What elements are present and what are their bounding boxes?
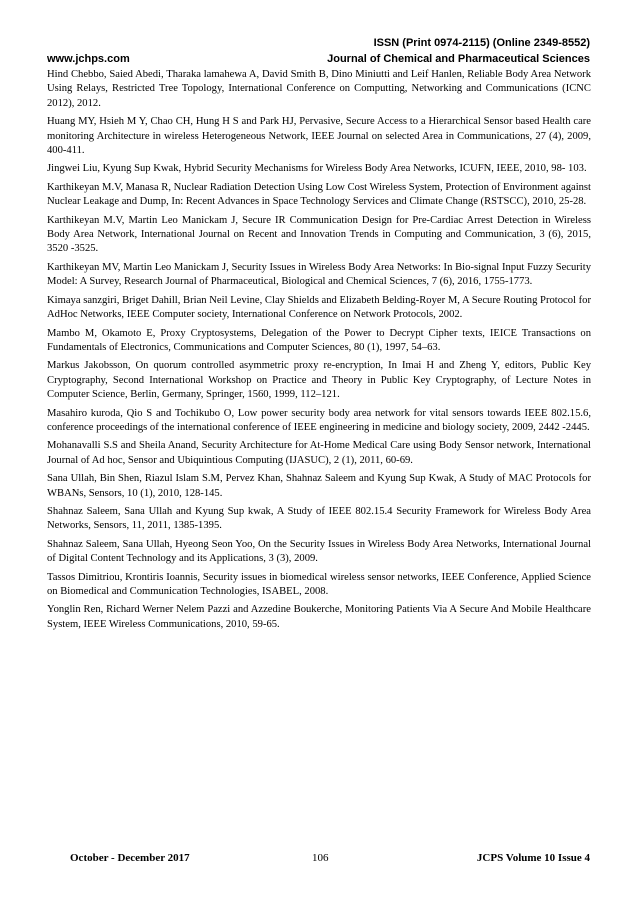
reference-item: Yonglin Ren, Richard Werner Nelem Pazzi and Azzedine Boukerche, Monitoring Patients Via A Secure And Mobile Healthcare System, IEEE Wireless Communications, 2010, 59-65. (47, 604, 591, 630)
reference-item: Masahiro kuroda, Qio S and Tochikubo O, Low power security body area network for vital sensors towards IEEE 802.15.6, conference proceedings of the international conference of IEEE engineering in medicine and biology society, 2009, 2442 -2445. (47, 407, 591, 433)
reference-item: Shahnaz Saleem, Sana Ullah, Hyeong Seon Yoo, On the Security Issues in Wireless Body Area Networks, International Journal of Digital Content Technology and its Applications, 3 (3), 2009. (47, 538, 591, 565)
header-journal-title: Journal of Chemical and Pharmaceutical Sciences (327, 53, 590, 65)
reference-item: Karthikeyan M.V, Manasa R, Nuclear Radiation Detection Using Low Cost Wireless System, Protection of Environment against Nuclear Leakage and Dump, In: Recent Advances in Space Technology Services and Climate Change (RSTSCC), 2010, 25-28. (47, 181, 591, 208)
reference-item: Mambo M, Okamoto E, Proxy Cryptosystems, Delegation of the Power to Decrypt Cipher texts, IEICE Transactions on Fundamentals of Electronics, Communications and Computer Sciences, 80 (1), 1997, 54–63. (47, 327, 591, 353)
reference-item: Hind Chebbo, Saied Abedi, Tharaka lamahewa A, David Smith B, Dino Miniutti and Leif Hanlen, Reliable Body Area Network Using Relays, Restricted Tree Topology, International Conference on Computting, Networking and Communications (ICNC 2012), 2012. (47, 69, 591, 109)
footer-period: October - December 2017 (70, 852, 190, 864)
header-issn: ISSN (Print 0974-2115) (Online 2349-8552) (373, 37, 590, 49)
reference-item: Karthikeyan MV, Martin Leo Manickam J, Security Issues in Wireless Body Area Networks: In Bio-signal Input Fuzzy Security Model: A Survey, Research Journal of Pharmaceutical, Biological and Chemical Sciences, 7 (6), 2016, 1755-1773. (47, 261, 591, 288)
reference-list (47, 68, 591, 636)
reference-item: Karthikeyan M.V, Martin Leo Manickam J, Secure IR Communication Design for Pre-Cardiac Arrest Detection in Wireless Body Area Network, International Journal on Recent and Innovation Trends in Computing and Communication, 3 (6), 2015, 3520 -3525. (47, 214, 591, 255)
footer-volume: JCPS Volume 10 Issue 4 (476, 852, 590, 864)
reference-item: Sana Ullah, Bin Shen, Riazul Islam S.M, Pervez Khan, Shahnaz Saleem and Kyung Sup Kwak, A Study of MAC Protocols for WBANs, Sensors, 10 (1), 2010, 128-145. (47, 473, 591, 499)
reference-item: Kimaya sanzgiri, Briget Dahill, Brian Neil Levine, Clay Shields and Elizabeth Belding-Royer M, A Secure Routing Protocol for AdHoc Networks, IEEE Computer society, International Conference on Network Protocols, 2002. (47, 294, 591, 321)
reference-item: Shahnaz Saleem, Sana Ullah and Kyung Sup kwak, A Study of IEEE 802.15.4 Security Framework for Wireless Body Area Networks, Sensors, 11, 2011, 1385-1395. (47, 505, 591, 532)
page-footer (70, 852, 590, 868)
reference-item: Tassos Dimitriou, Krontiris Ioannis, Security issues in biomedical wireless sensor networks, IEEE Conference, Applied Science on Biomedical and Communication Technologies, ISABEL, 2008. (47, 571, 591, 597)
reference-item: Mohanavalli S.S and Sheila Anand, Security Architecture for At-Home Medical Care using Body Sensor network, International Journal of Ad hoc, Sensor and Ubiquintious Computing (IJASUC), 2 (1), 2011, 60-69. (47, 440, 591, 466)
reference-item: Huang MY, Hsieh M Y, Chao CH, Hung H S and Park HJ, Pervasive, Secure Access to a Hierarchical Sensor based Health care monitoring Architecture in wireless Heterogeneous Network, IEEE Journal on selected Area in Communications, 27 (4), 2009, 400-411. (47, 116, 591, 157)
header-website: www.jchps.com (47, 53, 130, 65)
footer-page-number: 106 (312, 852, 329, 864)
reference-item: Jingwei Liu, Kyung Sup Kwak, Hybrid Security Mechanisms for Wireless Body Area Networks, ICUFN, IEEE, 2010, 98- 103. (47, 163, 587, 175)
reference-item: Markus Jakobsson, On quorum controlled asymmetric proxy re-encryption, In Imai H and Zheng Y, editors, Public Key Cryptography, Second International Workshop on Practice and Theory in Public Key Cryptography, of Lecture Notes in Computer Science, Berlin, Germany, Springer, 1560, 1999, 112–121. (47, 360, 591, 401)
